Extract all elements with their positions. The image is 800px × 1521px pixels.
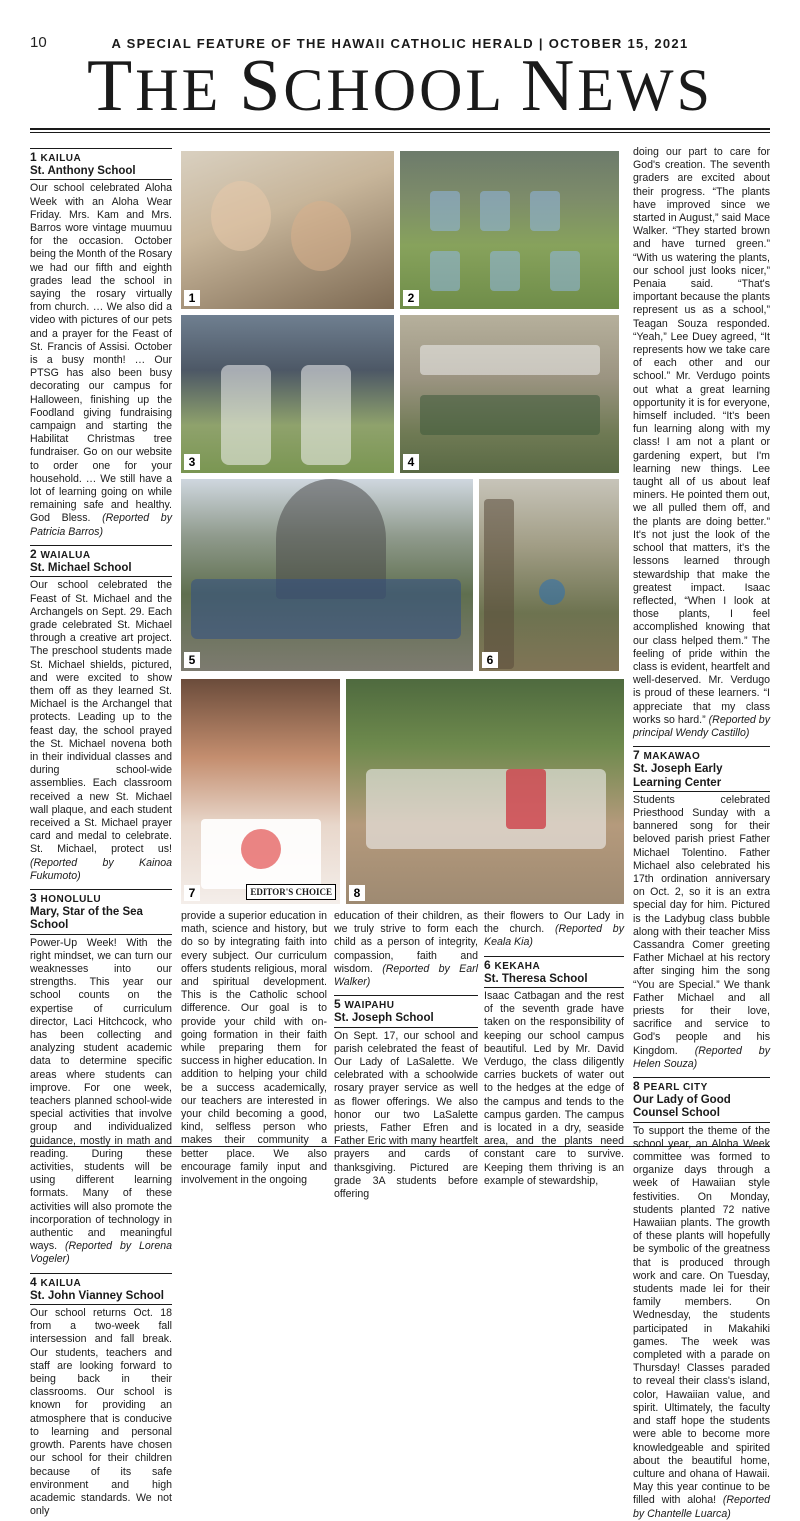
photo-8 (346, 679, 624, 904)
article-body-7: Students celebrated Priesthood Sunday with a bannered song for their beloved parish priest Father Michael Tolentino. Father Michael also celebrated his 17th ordination anniversary on Oct. 2, so it is an extra special day for him. Pictured is the Ladybug class bubble along with their teacher Miss Cassandra Comer greeting Father Michael at his rectory after singing him the song “You are Special.” We thank Father Michael and all priests for their love, sacrifice and service to God's people and his Kingdom. (Reported by Helen Souza) (633, 793, 770, 1070)
section-header-5: 5 WAIPAHU (334, 995, 478, 1012)
school-name-6: St. Theresa School (484, 973, 624, 988)
section-header-8: 8 PEARL CITY (633, 1077, 770, 1094)
photo-label-3: 3 (184, 454, 200, 470)
photo-2 (400, 151, 619, 309)
section-header-1: 1 KAILUA (30, 148, 172, 165)
article-body-1: Our school celebrated Aloha Week with an Aloha Wear Friday. Mrs. Kam and Mrs. Barros wore vintage muumuu for the occasion. October being the Month of the Rosary we had our fifth and eighth grades lead the school in saying the rosary virtually from church. … We also did a video with pictures of our pets and a prayer for the Feast of St. Francis of Assisi. October is a busy month! … Our PTSG has also been busy decorating our campus for Halloween, finishing up the Foodland giving fundraising campaign and starting the Habilitat Christmas tree fundraiser. Go on our website to order one for your household. … We still have a lot of learning going on while remaining safe and healthy. God Bless. (Reported by Patricia Barros) (30, 182, 172, 538)
school-name-7: St. Joseph Early Learning Center (633, 763, 770, 791)
school-name-3: Mary, Star of the Sea School (30, 906, 172, 934)
photo-label-2: 2 (403, 290, 419, 306)
article-body-5: On Sept. 17, our school and parish celebrated the feast of Our Lady of LaSalette. We celebrated with a schoolwide rosary prayer service as well as flower offerings. We also honor our two LaSalette priests, Father Efren and Father Eric with many heartfelt prayers and cards of thanksgiving. Pictured are grade 3A students before offering (334, 1029, 478, 1201)
section-header-3: 3 HONOLULU (30, 889, 172, 906)
masthead-rule (30, 128, 770, 130)
school-name-2: St. Michael School (30, 562, 172, 577)
article-body-3: Power-Up Week! With the right mindset, we can turn our weaknesses into our strengths. This year our school counts on the expertise of curriculum director, Laci Hitchcock, who has been collecting and analyzing student academic data to determine specific areas where students can improve. For one week, teachers planned school-wide special activities that involve group and individualized guidance, mostly in math and reading. During these activities, students will be using different learning formats. Many of these activities will also promote the incorporation of technology in authentic and meaningful ways. (Reported by Lorena Vogeler) (30, 936, 172, 1266)
photo-5 (181, 479, 473, 671)
article-body-4: Our school returns Oct. 18 from a two-week fall intersession and fall break. Our students, teachers and staff are looking forward to being back in their classrooms. Our school is known for providing an atmosphere that is conducive to learning and personal growth. Parents have chosen our school for their children because of its safe environment and high academic standards. We not only (30, 1307, 172, 1518)
bottom-column-2 (334, 910, 478, 1201)
editors-choice-badge: EDITOR'S CHOICE (246, 884, 336, 900)
photo-label-8: 8 (349, 885, 365, 901)
right-column (633, 146, 770, 1521)
left-column (30, 146, 172, 1518)
photo-3 (181, 315, 394, 473)
school-name-4: St. John Vianney School (30, 1290, 172, 1305)
section-header-4: 4 KAILUA (30, 1273, 172, 1290)
school-name-1: St. Anthony School (30, 165, 172, 180)
photo-label-1: 1 (184, 290, 200, 306)
school-name-8: Our Lady of Good Counsel School (633, 1094, 770, 1122)
photo-4 (400, 315, 619, 473)
article-body-5-end: their flowers to Our Lady in the church. (Reported by Keala Kia) (484, 910, 624, 949)
article-body-8: To support the theme of the school year, an Aloha Week committee was formed to organize days through a week of Hawaiian style festivities. On Monday, students planted 72 native Hawaiian plants. The growth of these plants will hopefully be symbolic of the greatness that is produced through work and care. On Tuesday, students made lei for their family members. On Wednesday, the students participated in Makahiki games. The week was completed with a parade on Thursday! Classes paraded to reveal their class's island, color, Hawaiian value, and spirit. Ultimately, the faculty and staff hope the students were able to become more knowledgeable and spirited about the beautiful home, culture and ohana of Hawaii. May this year continue to be filled with aloha! (Reported by Chantelle Luarca) (633, 1124, 770, 1520)
article-body-4-cont: provide a superior education in math, science and history, but do so by integrating faith into every subject. Our curriculum offers students religious, moral and spiritual development. This is the Catholic school difference. Our goal is to provide your child with on-going formation in their faith while preparing them for success in higher education. In addition to helping your child be a success academically, our teachers are interested in your child becoming a good, kind, selfless person who makes their community a better place. We also encourage family input and involvement in the ongoing (181, 910, 327, 1187)
photo-1 (181, 151, 394, 309)
photo-label-4: 4 (403, 454, 419, 470)
header-kicker: A SPECIAL FEATURE OF THE HAWAII CATHOLIC HERALD | OCTOBER 15, 2021 (111, 36, 689, 51)
article-body-4-end: education of their children, as we truly strive to form each child as a person of integrity, compassion, faith and wisdom. (Reported by Earl Walker) (334, 910, 478, 989)
masthead-title: THE SCHOOL NEWS (87, 45, 713, 127)
article-body-2: Our school celebrated the Feast of St. Michael and the Archangels on Sept. 29. Each grade celebrated St. Michael through a creative art project. The preschool students made St. Michael shields, pictured, and were excited to show them off as they learned St. Michael is the Archangel that protects. Leading up to the feast day, the school prayed the St. Michael novena both in their individual classes and during school-wide assemblies. Each classroom received a new St. Michael wall plaque, and each student received a St. Michael prayer card and medal to celebrate. St. Michael, protect us! (Reported by Kainoa Fukumoto) (30, 579, 172, 882)
article-body-6: Isaac Catbagan and the rest of the seventh grade have taken on the responsibility of keeping our school campus beautiful. Led by Mr. David Verdugo, the class diligently carries buckets of water out to the hedges at the edge of the campus and tends to the campus garden. The campus is located in a dry, seaside area, and the plants need constant care to survive. Keeping them thriving is an example of stewardship, (484, 990, 624, 1187)
photo-6 (479, 479, 619, 671)
photo-7 (181, 679, 340, 904)
school-name-5: St. Joseph School (334, 1012, 478, 1027)
photo-label-5: 5 (184, 652, 200, 668)
photo-label-6: 6 (482, 652, 498, 668)
section-header-2: 2 WAIALUA (30, 545, 172, 562)
section-header-7: 7 MAKAWAO (633, 746, 770, 763)
section-header-6: 6 KEKAHA (484, 956, 624, 973)
masthead-rule-thin (30, 132, 770, 133)
page-number: 10 (30, 34, 47, 51)
article-body-6-cont: doing our part to care for God's creation. The seventh graders are excited about their progress. “The plants have improved since we started in August,” said Mace Walker. “They started brown and have turned green.” “With us watering the plants, our school just looks nicer,” Penaia said. “That's important because the plants represent us as a school,” Teagan Souza responded. “Yeah,” Lee Duey agreed, “It represents how we take care of each other and our school.” Mr. Verdugo points out what a great learning opportunity it is for everyone, himself included. “It's been fun learning along with my class! I am not a plant or gardening expert, but I'm learning new things. Lee taught all of us about leaf miners. He pointed them out, we all pulled them off, and the plants are doing better.” It's not just the look of the school that matters, it's the lessons learned through stewardship that make the greatest impact. Isaac reflected, “When I look at those plants, I feel accomplished knowing that our class helped them.” The feeling of pride within the class is evident, heartfelt and well-deserved. Mr. Verdugo is proud of these learners. “I appreciate that my class works so hard.” (Reported by principal Wendy Castillo) (633, 146, 770, 739)
photo-label-7: 7 (184, 885, 200, 901)
footer-rule (30, 1146, 770, 1147)
